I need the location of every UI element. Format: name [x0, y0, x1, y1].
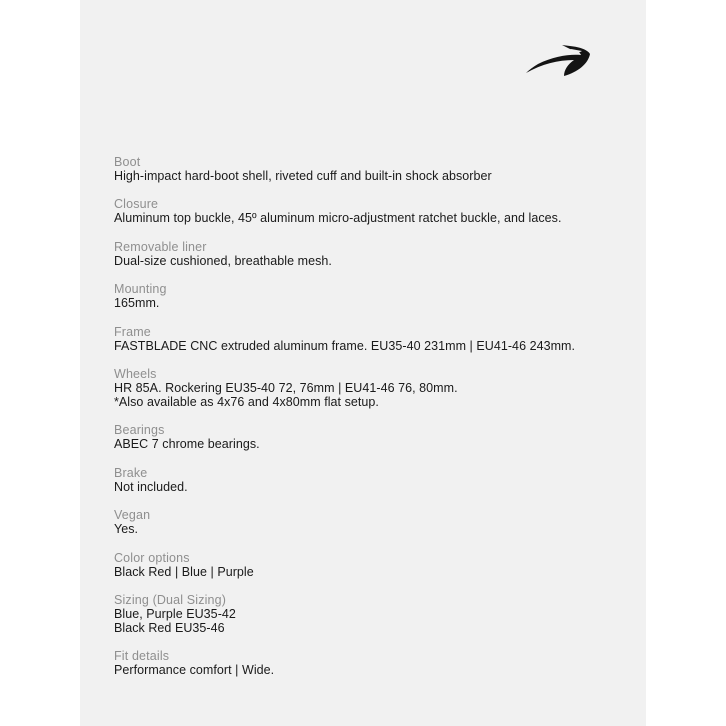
spec-vegan [114, 508, 634, 536]
spec-label: Mounting [114, 282, 167, 297]
spec-label: Wheels [114, 366, 157, 381]
spec-wheels [114, 367, 634, 409]
spec-value: Aluminum top buckle, 45º aluminum micro-adjustment ratchet buckle, and laces. [114, 211, 562, 226]
spec-value: High-impact hard-boot shell, riveted cuff and built-in shock absorber [114, 169, 492, 183]
spec-fit-details [114, 649, 634, 677]
spec-label: Bearings [114, 423, 165, 438]
spec-removable-liner [114, 240, 634, 268]
spec-label: Color options [114, 550, 190, 565]
spec-label: Removable liner [114, 239, 207, 254]
spec-sizing [114, 593, 634, 635]
spec-value: FASTBLADE CNC extruded aluminum frame. EU35-40 231mm | EU41-46 243mm. [114, 338, 576, 353]
spec-label: Frame [114, 324, 151, 339]
spec-closure [114, 197, 634, 225]
spec-value: Black Red EU35-46 [114, 620, 225, 635]
spec-value: Performance comfort | Wide. [114, 663, 275, 678]
spec-label: Vegan [114, 508, 151, 523]
brand-logo-icon [524, 42, 592, 78]
spec-value: Not included. [114, 479, 188, 494]
spec-color-options [114, 551, 634, 579]
spec-sheet-page [80, 0, 646, 726]
spec-value-note: *Also available as 4x76 and 4x80mm flat setup. [114, 394, 379, 409]
spec-boot [114, 155, 634, 183]
spec-label: Boot [114, 155, 141, 169]
spec-label: Sizing (Dual Sizing) [114, 592, 227, 607]
spec-value: Blue, Purple EU35-42 [114, 606, 236, 621]
spec-value: Dual-size cushioned, breathable mesh. [114, 253, 332, 268]
spec-value: ABEC 7 chrome bearings. [114, 437, 260, 452]
spec-frame [114, 325, 634, 353]
spec-label: Brake [114, 465, 148, 480]
spec-value: HR 85A. Rockering EU35-40 72, 76mm | EU41-46 76, 80mm. [114, 380, 458, 395]
spec-value: Yes. [114, 522, 139, 537]
spec-label: Fit details [114, 649, 170, 664]
spec-brake [114, 466, 634, 494]
spec-value: Black Red | Blue | Purple [114, 564, 254, 579]
spec-mounting [114, 282, 634, 310]
spec-list [114, 155, 634, 692]
spec-label: Closure [114, 197, 159, 212]
spec-bearings [114, 423, 634, 451]
spec-value: 165mm. [114, 296, 160, 311]
